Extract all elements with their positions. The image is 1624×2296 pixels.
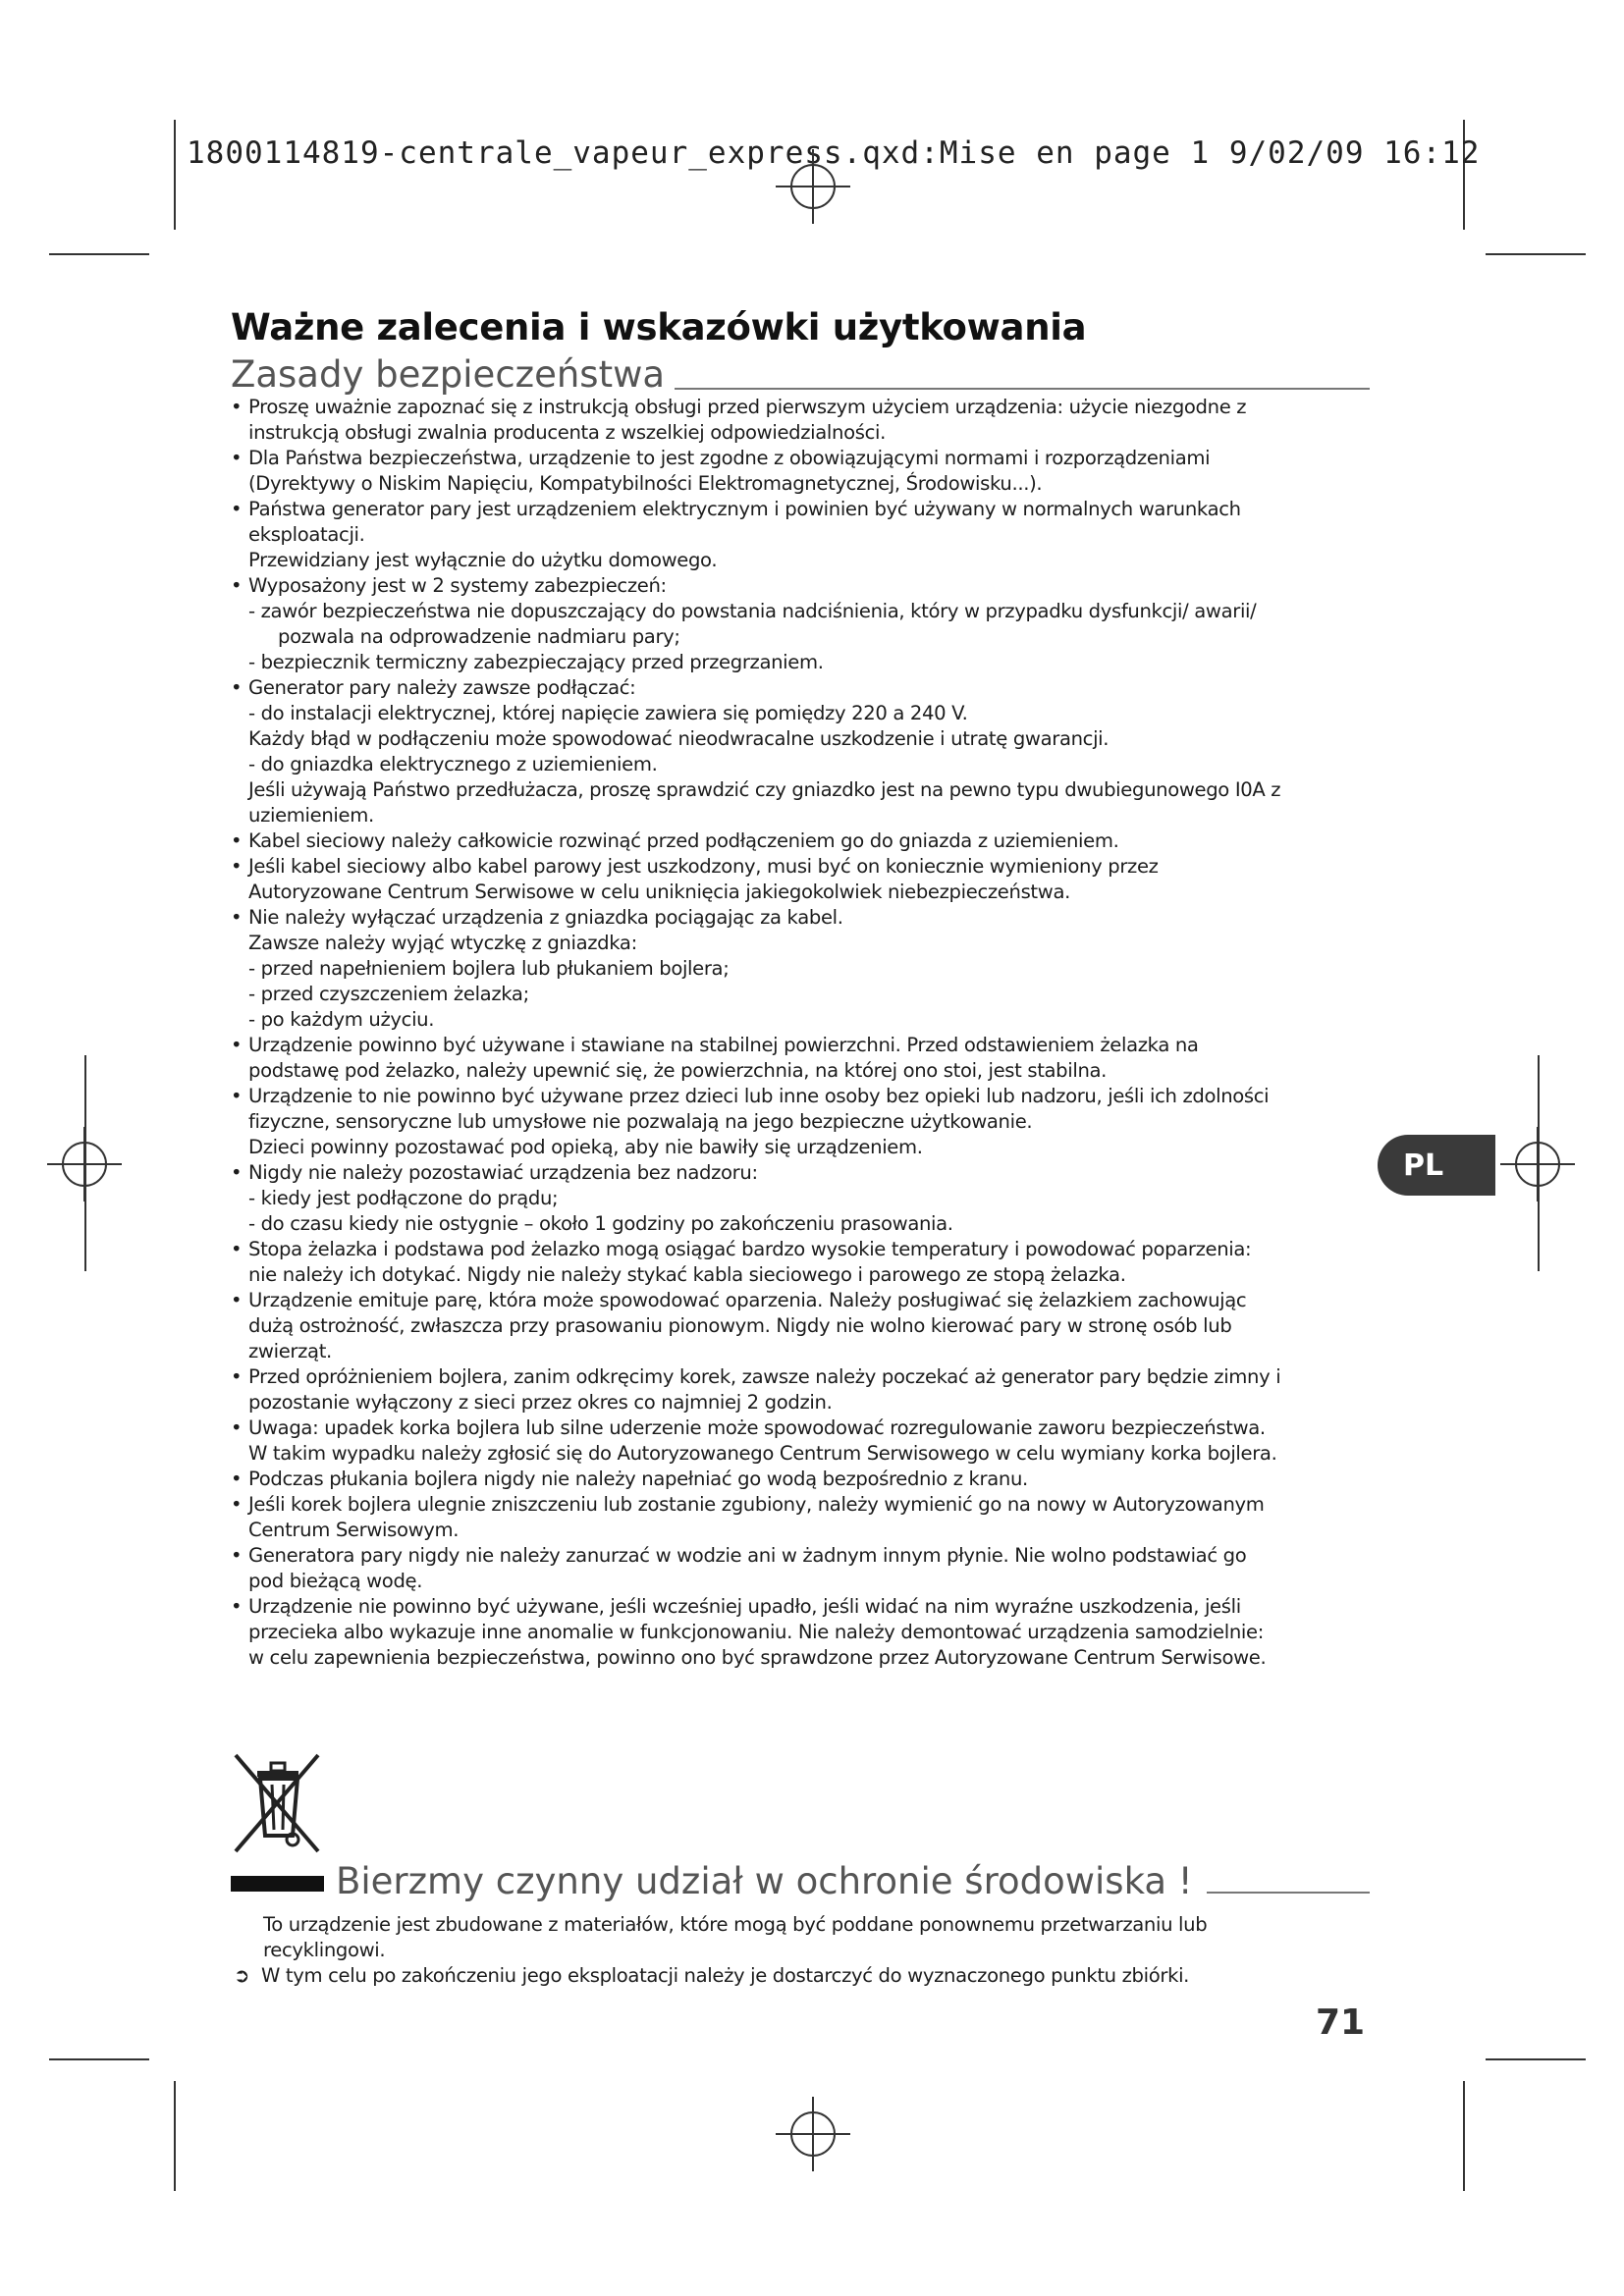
- list-item: [231, 828, 1370, 854]
- list-item-line: W takim wypadku należy zgłosić się do Autoryzowanego Centrum Serwisowego w celu wymiany korka bojlera.: [248, 1442, 1277, 1465]
- bullet-icon: •: [231, 396, 243, 418]
- list-item-line: - do gniazdka elektrycznego z uziemieniem.: [248, 753, 658, 775]
- list-item-line: Każdy błąd w podłączeniu może spowodować nieodwracalne uszkodzenie i utratę gwarancji.: [248, 727, 1110, 750]
- list-item: [231, 905, 1370, 1033]
- list-item: [231, 1237, 1370, 1288]
- list-item: [231, 1364, 1370, 1415]
- bullet-icon: •: [231, 574, 243, 597]
- list-item: [231, 395, 1370, 446]
- environment-text: [234, 1912, 1363, 1989]
- list-item-line: Urządzenie emituje parę, która może spowodować oparzenia. Należy posługiwać się żelazkiem zachowując: [248, 1289, 1247, 1311]
- list-item-line: - kiedy jest podłączone do prądu;: [248, 1187, 559, 1209]
- paragraph-line: To urządzenie jest zbudowane z materiałów, które mogą być poddane ponownemu przetwarzaniu lub: [263, 1913, 1208, 1936]
- list-item-line: Państwa generator pary jest urządzeniem elektrycznym i powinien być używany w normalnych warunkach: [248, 498, 1241, 520]
- bullet-icon: •: [231, 1493, 243, 1516]
- list-item: [231, 1543, 1370, 1594]
- list-item-line: Urządzenie nie powinno być używane, jeśli wcześniej upadło, jeśli widać na nim wyraźne uszkodzenia, jeśli: [248, 1595, 1241, 1618]
- list-item: [231, 1033, 1370, 1084]
- list-item: [231, 1288, 1370, 1364]
- crop-mark: [1463, 2081, 1465, 2191]
- list-item-line: Jeśli korek bojlera ulegnie zniszczeniu lub zostanie zgubiony, należy wymienić go na nowy w Autoryzowanym: [248, 1493, 1265, 1516]
- arrow-icon: ➲: [234, 1964, 250, 1987]
- crossed-bin-icon: [228, 1749, 326, 1857]
- safety-rules-list: [231, 395, 1370, 1671]
- list-item-line: pozostanie wyłączony z sieci przez okres co najmniej 2 godzin.: [248, 1391, 833, 1414]
- crop-mark: [174, 120, 176, 230]
- list-item-line: - przed napełnieniem bojlera lub płukaniem bojlera;: [248, 957, 730, 980]
- list-item-line: Podczas płukania bojlera nigdy nie należy napełniać go wodą bezpośrednio z kranu.: [248, 1468, 1028, 1490]
- bullet-icon: •: [231, 1085, 243, 1107]
- list-item-line: Zawsze należy wyjąć wtyczkę z gniazdka:: [248, 932, 637, 954]
- crop-mark: [1486, 2058, 1586, 2060]
- list-item-line: uziemieniem.: [248, 804, 374, 827]
- registration-mark-icon: [776, 2097, 850, 2171]
- bullet-icon: •: [231, 676, 243, 699]
- list-item-line: fizyczne, sensoryczne lub umysłowe nie pozwalają na jego bezpieczne użytkowanie.: [248, 1110, 1033, 1133]
- list-item-line: - po każdym użyciu.: [248, 1008, 435, 1031]
- bullet-icon: •: [231, 1161, 243, 1184]
- list-item-line: - bezpiecznik termiczny zabezpieczający przed przegrzaniem.: [248, 651, 824, 673]
- paragraph-line: recyklingowi.: [263, 1939, 386, 1961]
- list-item-line: Urządzenie to nie powinno być używane przez dzieci lub inne osoby bez opieki lub nadzoru, jeśli ich zdolności: [248, 1085, 1270, 1107]
- page-title: Ważne zalecenia i wskazówki użytkowania: [231, 306, 1087, 348]
- list-item: [231, 854, 1370, 905]
- crop-mark: [49, 253, 149, 255]
- list-item-line: przecieka albo wykazuje inne anomalie w funkcjonowaniu. Nie należy demontować urządzenia samodzielnie:: [248, 1621, 1264, 1643]
- list-item-line: Centrum Serwisowym.: [248, 1519, 460, 1541]
- bullet-icon: •: [231, 1416, 243, 1439]
- section-bar: [231, 1876, 324, 1892]
- list-item-line: eksploatacji.: [248, 523, 365, 546]
- paragraph-text: W tym celu po zakończeniu jego eksploatacji należy je dostarczyć do wyznaczonego punktu zbiórki.: [261, 1964, 1190, 1987]
- list-item-line: Przewidziany jest wyłącznie do użytku domowego.: [248, 549, 718, 571]
- list-item-line: - przed czyszczeniem żelazka;: [248, 983, 529, 1005]
- print-header: 1800114819-centrale_vapeur_express.qxd:Mise en page 1 9/02/09 16:12: [187, 135, 1481, 171]
- bullet-icon: •: [231, 829, 243, 852]
- list-item-line: Dzieci powinny pozostawać pod opieką, aby nie bawiły się urządzeniem.: [248, 1136, 923, 1158]
- list-item-line: Wyposażony jest w 2 systemy zabezpieczeń:: [248, 574, 667, 597]
- list-item-line: Dla Państwa bezpieczeństwa, urządzenie to jest zgodne z obowiązującymi normami i rozporządzeniami: [248, 447, 1211, 469]
- list-item: [231, 675, 1370, 828]
- list-item-line: Proszę uważnie zapoznać się z instrukcją obsługi przed pierwszym użyciem urządzenia: użycie niezgodne z: [248, 396, 1247, 418]
- environment-title: Bierzmy czynny udział w ochronie środowiska !: [336, 1860, 1193, 1902]
- section-rule: [1207, 1892, 1370, 1894]
- section-rule: [675, 388, 1370, 390]
- list-item-line: nie należy ich dotykać. Nigdy nie należy stykać kabla sieciowego i parowego ze stopą żelazka.: [248, 1263, 1126, 1286]
- environment-section-header: [231, 1860, 1370, 1902]
- list-item-line: Urządzenie powinno być używane i stawiane na stabilnej powierzchni. Przed odstawieniem żelazka na: [248, 1034, 1199, 1056]
- list-item-line: Uwaga: upadek korka bojlera lub silne uderzenie może spowodować rozregulowanie zaworu bezpieczeństwa.: [248, 1416, 1266, 1439]
- crop-mark: [174, 2081, 176, 2191]
- bullet-icon: •: [231, 1034, 243, 1056]
- page-number: 71: [1316, 2002, 1366, 2043]
- list-item: [231, 1594, 1370, 1671]
- bullet-icon: •: [231, 1365, 243, 1388]
- list-item: [231, 1415, 1370, 1467]
- list-item: [231, 1467, 1370, 1492]
- list-item: [231, 497, 1370, 573]
- list-item-line: Stopa żelazka i podstawa pod żelazko mogą osiągać bardzo wysokie temperatury i powodować poparzenia:: [248, 1238, 1252, 1260]
- list-item-line: instrukcją obsługi zwalnia producenta z wszelkiej odpowiedzialności.: [248, 421, 886, 444]
- crop-mark: [49, 2058, 149, 2060]
- list-item-line: - do instalacji elektrycznej, której napięcie zawiera się pomiędzy 220 a 240 V.: [248, 702, 968, 724]
- list-item-line: pod bieżącą wodę.: [248, 1570, 423, 1592]
- bullet-icon: •: [231, 1238, 243, 1260]
- list-item: [231, 446, 1370, 497]
- bullet-icon: •: [231, 1468, 243, 1490]
- list-item-line: - do czasu kiedy nie ostygnie – około 1 godziny po zakończeniu prasowania.: [248, 1212, 953, 1235]
- registration-mark-icon: [776, 149, 850, 224]
- safety-section-header: [231, 353, 1370, 396]
- bullet-icon: •: [231, 855, 243, 878]
- crop-mark: [1486, 253, 1586, 255]
- list-item-line: w celu zapewnienia bezpieczeństwa, powinno ono być sprawdzone przez Autoryzowane Centrum Serwisowe.: [248, 1646, 1267, 1669]
- main-content: [231, 306, 1370, 1671]
- language-tab: PL: [1378, 1135, 1495, 1196]
- list-item-line: Generatora pary nigdy nie należy zanurzać w wodzie ani w żadnym innym płynie. Nie wolno podstawiać go: [248, 1544, 1247, 1567]
- list-item-line: podstawę pod żelazko, należy upewnić się, że powierzchnia, na której ono stoi, jest stabilna.: [248, 1059, 1108, 1082]
- list-item-line: Autoryzowane Centrum Serwisowe w celu uniknięcia jakiegokolwiek niebezpieczeństwa.: [248, 881, 1070, 903]
- list-item-line: (Dyrektywy o Niskim Napięciu, Kompatybilności Elektromagnetycznej, Środowisku...).: [248, 472, 1043, 495]
- bullet-icon: •: [231, 498, 243, 520]
- crop-mark: [84, 1055, 86, 1271]
- list-item-line: - zawór bezpieczeństwa nie dopuszczający do powstania nadciśnienia, który w przypadku dysfunkcji/ awarii/: [248, 600, 1257, 622]
- list-item: [231, 1492, 1370, 1543]
- bullet-icon: •: [231, 906, 243, 929]
- crop-mark: [1538, 1055, 1540, 1271]
- list-item-line: Nie należy wyłączać urządzenia z gniazdka pociągając za kabel.: [248, 906, 843, 929]
- bullet-icon: •: [231, 1289, 243, 1311]
- list-item-line: zwierząt.: [248, 1340, 332, 1362]
- bullet-icon: •: [231, 1544, 243, 1567]
- list-item: [231, 1084, 1370, 1160]
- list-item-line: Kabel sieciowy należy całkowicie rozwinąć przed podłączeniem go do gniazda z uziemieniem.: [248, 829, 1119, 852]
- list-item-line: dużą ostrożność, zwłaszcza przy prasowaniu pionowym. Nigdy nie wolno kierować pary w stronę osób lub: [248, 1314, 1232, 1337]
- list-item-line: Jeśli kabel sieciowy albo kabel parowy jest uszkodzony, musi być on koniecznie wymieniony przez: [248, 855, 1159, 878]
- list-item: [231, 1160, 1370, 1237]
- bullet-icon: •: [231, 1595, 243, 1618]
- list-item-line: pozwala na odprowadzenie nadmiaru pary;: [278, 625, 680, 648]
- list-item-line: Generator pary należy zawsze podłączać:: [248, 676, 636, 699]
- list-item: [231, 573, 1370, 675]
- section-title: Zasady bezpieczeństwa: [231, 353, 666, 396]
- list-item-line: Przed opróżnieniem bojlera, zanim odkręcimy korek, zawsze należy poczekać aż generator pary będzie zimny i: [248, 1365, 1281, 1388]
- bullet-icon: •: [231, 447, 243, 469]
- paragraph-line: [234, 1963, 1363, 1989]
- list-item-line: Nigdy nie należy pozostawiać urządzenia bez nadzoru:: [248, 1161, 758, 1184]
- list-item-line: Jeśli używają Państwo przedłużacza, proszę sprawdzić czy gniazdko jest na pewno typu dwubiegunowego I0A z: [248, 778, 1281, 801]
